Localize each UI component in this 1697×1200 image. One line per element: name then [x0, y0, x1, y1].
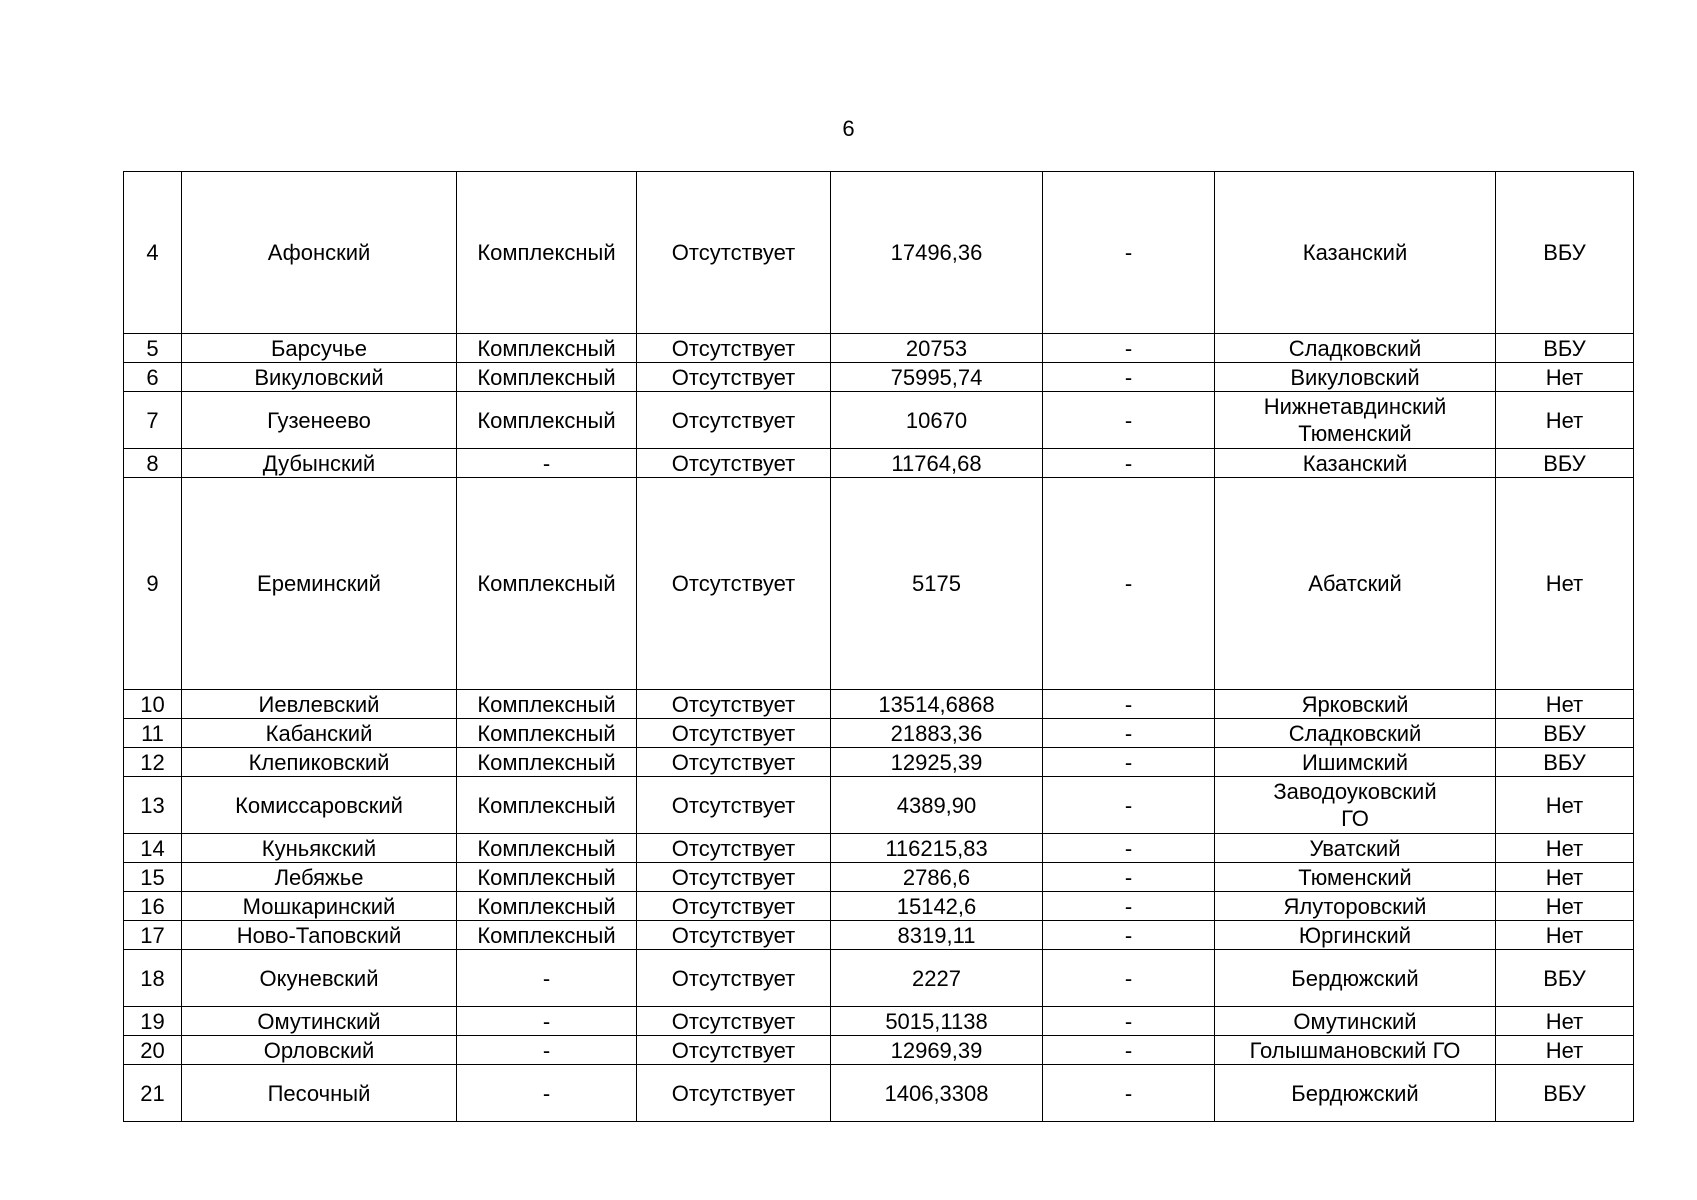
cell-name: Гузенеево: [182, 392, 457, 449]
cell-status: Отсутствует: [637, 777, 831, 834]
cell-area: 15142,6: [831, 892, 1043, 921]
cell-area: 5015,1138: [831, 1007, 1043, 1036]
cell-flag: Нет: [1496, 863, 1634, 892]
cell-status: Отсутствует: [637, 863, 831, 892]
cell-district: Ишимский: [1215, 748, 1496, 777]
table-row: [124, 892, 1634, 921]
cell-num: 12: [124, 748, 182, 777]
cell-flag: ВБУ: [1496, 172, 1634, 334]
table-row: [124, 719, 1634, 748]
cell-num: 13: [124, 777, 182, 834]
cell-district: Сладковский: [1215, 334, 1496, 363]
cell-flag: Нет: [1496, 1007, 1634, 1036]
table-row: [124, 921, 1634, 950]
cell-flag: ВБУ: [1496, 748, 1634, 777]
cell-status: Отсутствует: [637, 478, 831, 690]
cell-extra: -: [1043, 690, 1215, 719]
cell-area: 75995,74: [831, 363, 1043, 392]
cell-district: Ялуторовский: [1215, 892, 1496, 921]
cell-name: Куньякский: [182, 834, 457, 863]
cell-num: 20: [124, 1036, 182, 1065]
cell-name: Омутинский: [182, 1007, 457, 1036]
cell-flag: Нет: [1496, 892, 1634, 921]
cell-extra: -: [1043, 363, 1215, 392]
cell-area: 2786,6: [831, 863, 1043, 892]
cell-type: Комплексный: [457, 363, 637, 392]
cell-name: Лебяжье: [182, 863, 457, 892]
cell-flag: Нет: [1496, 363, 1634, 392]
cell-extra: -: [1043, 950, 1215, 1007]
cell-name: Мошкаринский: [182, 892, 457, 921]
cell-name: Клепиковский: [182, 748, 457, 777]
cell-extra: -: [1043, 748, 1215, 777]
cell-flag: ВБУ: [1496, 950, 1634, 1007]
table-row: [124, 172, 1634, 334]
cell-type: Комплексный: [457, 719, 637, 748]
cell-type: Комплексный: [457, 777, 637, 834]
cell-flag: Нет: [1496, 478, 1634, 690]
table-row: [124, 863, 1634, 892]
cell-status: Отсутствует: [637, 392, 831, 449]
cell-district: Нижнетавдинский Тюменский: [1215, 392, 1496, 449]
cell-district: Ярковский: [1215, 690, 1496, 719]
cell-district: Омутинский: [1215, 1007, 1496, 1036]
cell-area: 8319,11: [831, 921, 1043, 950]
cell-num: 15: [124, 863, 182, 892]
cell-district: Абатский: [1215, 478, 1496, 690]
cell-name: Ново-Таповский: [182, 921, 457, 950]
cell-num: 17: [124, 921, 182, 950]
cell-district: Голышмановский ГО: [1215, 1036, 1496, 1065]
table-row: [124, 392, 1634, 449]
cell-district: Заводоуковский ГО: [1215, 777, 1496, 834]
cell-status: Отсутствует: [637, 834, 831, 863]
cell-status: Отсутствует: [637, 1036, 831, 1065]
cell-name: Песочный: [182, 1065, 457, 1122]
cell-flag: Нет: [1496, 921, 1634, 950]
cell-type: -: [457, 449, 637, 478]
table-row: [124, 690, 1634, 719]
cell-num: 8: [124, 449, 182, 478]
cell-status: Отсутствует: [637, 363, 831, 392]
table-row: [124, 748, 1634, 777]
cell-num: 7: [124, 392, 182, 449]
cell-name: Иевлевский: [182, 690, 457, 719]
table-row: [124, 478, 1634, 690]
cell-flag: ВБУ: [1496, 334, 1634, 363]
cell-district: Викуловский: [1215, 363, 1496, 392]
cell-extra: -: [1043, 1065, 1215, 1122]
cell-district: Бердюжский: [1215, 950, 1496, 1007]
cell-type: Комплексный: [457, 392, 637, 449]
cell-flag: Нет: [1496, 690, 1634, 719]
table-row: [124, 1036, 1634, 1065]
cell-status: Отсутствует: [637, 950, 831, 1007]
cell-status: Отсутствует: [637, 719, 831, 748]
table-row: [124, 363, 1634, 392]
cell-extra: -: [1043, 334, 1215, 363]
cell-status: Отсутствует: [637, 748, 831, 777]
cell-type: Комплексный: [457, 748, 637, 777]
cell-type: Комплексный: [457, 334, 637, 363]
cell-num: 14: [124, 834, 182, 863]
cell-type: Комплексный: [457, 172, 637, 334]
cell-name: Дубынский: [182, 449, 457, 478]
cell-num: 5: [124, 334, 182, 363]
cell-area: 20753: [831, 334, 1043, 363]
cell-district: Тюменский: [1215, 863, 1496, 892]
table-row: [124, 1065, 1634, 1122]
table-row: [124, 777, 1634, 834]
cell-area: 116215,83: [831, 834, 1043, 863]
cell-district: Юргинский: [1215, 921, 1496, 950]
cell-flag: Нет: [1496, 777, 1634, 834]
cell-area: 4389,90: [831, 777, 1043, 834]
table-row: [124, 834, 1634, 863]
cell-extra: -: [1043, 1007, 1215, 1036]
cell-type: Комплексный: [457, 834, 637, 863]
cell-status: Отсутствует: [637, 892, 831, 921]
cell-area: 13514,6868: [831, 690, 1043, 719]
cell-extra: -: [1043, 719, 1215, 748]
cell-num: 16: [124, 892, 182, 921]
cell-name: Афонский: [182, 172, 457, 334]
cell-status: Отсутствует: [637, 1065, 831, 1122]
cell-flag: Нет: [1496, 1036, 1634, 1065]
cell-area: 11764,68: [831, 449, 1043, 478]
cell-extra: -: [1043, 478, 1215, 690]
cell-name: Барсучье: [182, 334, 457, 363]
table-row: [124, 1007, 1634, 1036]
cell-extra: -: [1043, 1036, 1215, 1065]
cell-type: Комплексный: [457, 892, 637, 921]
cell-extra: -: [1043, 834, 1215, 863]
cell-num: 21: [124, 1065, 182, 1122]
cell-extra: -: [1043, 449, 1215, 478]
table-row: [124, 950, 1634, 1007]
cell-area: 17496,36: [831, 172, 1043, 334]
table-row: [124, 449, 1634, 478]
cell-status: Отсутствует: [637, 690, 831, 719]
cell-type: -: [457, 1036, 637, 1065]
cell-type: Комплексный: [457, 863, 637, 892]
cell-type: -: [457, 950, 637, 1007]
cell-district: Сладковский: [1215, 719, 1496, 748]
cell-area: 12969,39: [831, 1036, 1043, 1065]
cell-num: 11: [124, 719, 182, 748]
cell-name: Орловский: [182, 1036, 457, 1065]
cell-district: Казанский: [1215, 172, 1496, 334]
cell-status: Отсутствует: [637, 449, 831, 478]
cell-num: 18: [124, 950, 182, 1007]
cell-status: Отсутствует: [637, 1007, 831, 1036]
cell-name: Кабанский: [182, 719, 457, 748]
cell-area: 5175: [831, 478, 1043, 690]
cell-status: Отсутствует: [637, 172, 831, 334]
cell-flag: ВБУ: [1496, 449, 1634, 478]
cell-district: Казанский: [1215, 449, 1496, 478]
cell-type: Комплексный: [457, 478, 637, 690]
page-number: 6: [842, 116, 855, 141]
cell-status: Отсутствует: [637, 334, 831, 363]
cell-type: Комплексный: [457, 921, 637, 950]
cell-extra: -: [1043, 892, 1215, 921]
cell-type: -: [457, 1007, 637, 1036]
cell-extra: -: [1043, 172, 1215, 334]
cell-num: 6: [124, 363, 182, 392]
cell-flag: ВБУ: [1496, 719, 1634, 748]
cell-extra: -: [1043, 921, 1215, 950]
cell-extra: -: [1043, 392, 1215, 449]
cell-flag: Нет: [1496, 834, 1634, 863]
cell-area: 1406,3308: [831, 1065, 1043, 1122]
cell-type: -: [457, 1065, 637, 1122]
cell-extra: -: [1043, 863, 1215, 892]
cell-num: 9: [124, 478, 182, 690]
data-table: [123, 171, 1634, 1122]
cell-name: Окуневский: [182, 950, 457, 1007]
cell-type: Комплексный: [457, 690, 637, 719]
cell-area: 2227: [831, 950, 1043, 1007]
cell-num: 10: [124, 690, 182, 719]
cell-flag: ВБУ: [1496, 1065, 1634, 1122]
cell-status: Отсутствует: [637, 921, 831, 950]
cell-name: Комиссаровский: [182, 777, 457, 834]
cell-num: 19: [124, 1007, 182, 1036]
cell-area: 12925,39: [831, 748, 1043, 777]
cell-area: 10670: [831, 392, 1043, 449]
cell-district: Уватский: [1215, 834, 1496, 863]
cell-area: 21883,36: [831, 719, 1043, 748]
table-row: [124, 334, 1634, 363]
cell-num: 4: [124, 172, 182, 334]
cell-extra: -: [1043, 777, 1215, 834]
cell-flag: Нет: [1496, 392, 1634, 449]
cell-district: Бердюжский: [1215, 1065, 1496, 1122]
cell-name: Викуловский: [182, 363, 457, 392]
cell-name: Ереминский: [182, 478, 457, 690]
